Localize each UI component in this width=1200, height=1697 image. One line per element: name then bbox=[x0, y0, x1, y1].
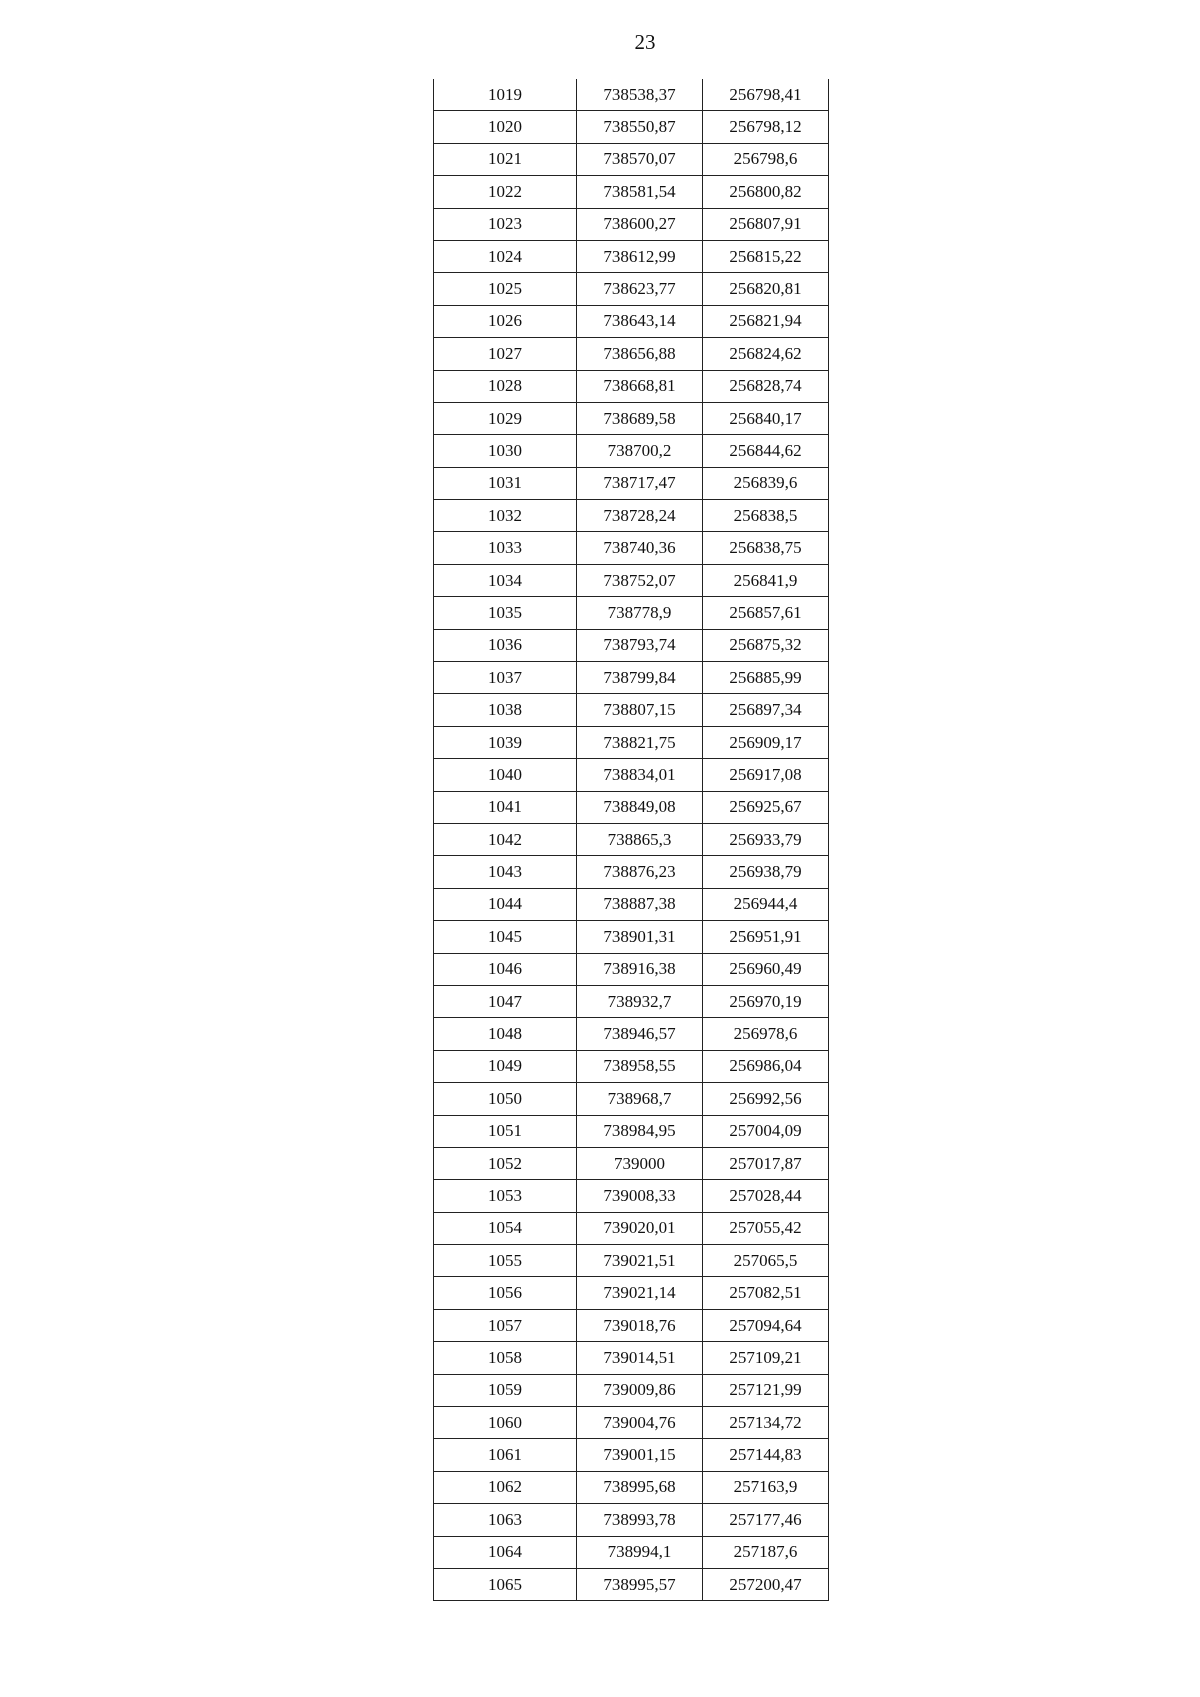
point-number-cell: 1045 bbox=[434, 921, 577, 953]
point-number-cell: 1040 bbox=[434, 759, 577, 791]
table-row bbox=[434, 338, 829, 370]
table-row bbox=[434, 532, 829, 564]
x-coordinate-cell: 738834,01 bbox=[577, 759, 703, 791]
table-row bbox=[434, 370, 829, 402]
table-row bbox=[434, 1083, 829, 1115]
point-number-cell: 1056 bbox=[434, 1277, 577, 1309]
table-row bbox=[434, 1439, 829, 1471]
x-coordinate-cell: 738550,87 bbox=[577, 111, 703, 143]
point-number-cell: 1062 bbox=[434, 1471, 577, 1503]
table-row bbox=[434, 1504, 829, 1536]
table-row bbox=[434, 1568, 829, 1600]
y-coordinate-cell: 257004,09 bbox=[703, 1115, 829, 1147]
x-coordinate-cell: 738916,38 bbox=[577, 953, 703, 985]
y-coordinate-cell: 256917,08 bbox=[703, 759, 829, 791]
y-coordinate-cell: 256951,91 bbox=[703, 921, 829, 953]
y-coordinate-cell: 256841,9 bbox=[703, 564, 829, 596]
table-row bbox=[434, 1471, 829, 1503]
y-coordinate-cell: 256807,91 bbox=[703, 208, 829, 240]
x-coordinate-cell: 738600,27 bbox=[577, 208, 703, 240]
x-coordinate-cell: 738752,07 bbox=[577, 564, 703, 596]
table-row bbox=[434, 985, 829, 1017]
table-row bbox=[434, 662, 829, 694]
table-row bbox=[434, 888, 829, 920]
table-row bbox=[434, 564, 829, 596]
y-coordinate-cell: 257017,87 bbox=[703, 1147, 829, 1179]
x-coordinate-cell: 738740,36 bbox=[577, 532, 703, 564]
table-row bbox=[434, 759, 829, 791]
table-row bbox=[434, 1374, 829, 1406]
y-coordinate-cell: 257082,51 bbox=[703, 1277, 829, 1309]
table-row bbox=[434, 1245, 829, 1277]
x-coordinate-cell: 738984,95 bbox=[577, 1115, 703, 1147]
y-coordinate-cell: 256815,22 bbox=[703, 240, 829, 272]
x-coordinate-cell: 738799,84 bbox=[577, 662, 703, 694]
point-number-cell: 1057 bbox=[434, 1309, 577, 1341]
point-number-cell: 1025 bbox=[434, 273, 577, 305]
point-number-cell: 1031 bbox=[434, 467, 577, 499]
x-coordinate-cell: 738993,78 bbox=[577, 1504, 703, 1536]
table-row bbox=[434, 953, 829, 985]
point-number-cell: 1044 bbox=[434, 888, 577, 920]
x-coordinate-cell: 738994,1 bbox=[577, 1536, 703, 1568]
y-coordinate-cell: 256944,4 bbox=[703, 888, 829, 920]
point-number-cell: 1064 bbox=[434, 1536, 577, 1568]
x-coordinate-cell: 738728,24 bbox=[577, 500, 703, 532]
y-coordinate-cell: 257028,44 bbox=[703, 1180, 829, 1212]
y-coordinate-cell: 257177,46 bbox=[703, 1504, 829, 1536]
y-coordinate-cell: 257134,72 bbox=[703, 1407, 829, 1439]
point-number-cell: 1043 bbox=[434, 856, 577, 888]
y-coordinate-cell: 256925,67 bbox=[703, 791, 829, 823]
point-number-cell: 1028 bbox=[434, 370, 577, 402]
point-number-cell: 1054 bbox=[434, 1212, 577, 1244]
point-number-cell: 1029 bbox=[434, 402, 577, 434]
x-coordinate-cell: 738700,2 bbox=[577, 435, 703, 467]
point-number-cell: 1058 bbox=[434, 1342, 577, 1374]
table-row bbox=[434, 1018, 829, 1050]
table-row bbox=[434, 79, 829, 111]
y-coordinate-cell: 256960,49 bbox=[703, 953, 829, 985]
y-coordinate-cell: 256824,62 bbox=[703, 338, 829, 370]
y-coordinate-cell: 256986,04 bbox=[703, 1050, 829, 1082]
x-coordinate-cell: 738689,58 bbox=[577, 402, 703, 434]
table-row bbox=[434, 597, 829, 629]
point-number-cell: 1047 bbox=[434, 985, 577, 1017]
table-row bbox=[434, 1309, 829, 1341]
table-row bbox=[434, 273, 829, 305]
x-coordinate-cell: 738570,07 bbox=[577, 143, 703, 175]
point-number-cell: 1033 bbox=[434, 532, 577, 564]
y-coordinate-cell: 256828,74 bbox=[703, 370, 829, 402]
x-coordinate-cell: 739014,51 bbox=[577, 1342, 703, 1374]
y-coordinate-cell: 256820,81 bbox=[703, 273, 829, 305]
table-row bbox=[434, 1536, 829, 1568]
y-coordinate-cell: 257187,6 bbox=[703, 1536, 829, 1568]
y-coordinate-cell: 257121,99 bbox=[703, 1374, 829, 1406]
point-number-cell: 1027 bbox=[434, 338, 577, 370]
y-coordinate-cell: 256821,94 bbox=[703, 305, 829, 337]
x-coordinate-cell: 738612,99 bbox=[577, 240, 703, 272]
x-coordinate-cell: 738643,14 bbox=[577, 305, 703, 337]
point-number-cell: 1039 bbox=[434, 726, 577, 758]
x-coordinate-cell: 738793,74 bbox=[577, 629, 703, 661]
y-coordinate-cell: 256844,62 bbox=[703, 435, 829, 467]
x-coordinate-cell: 739021,51 bbox=[577, 1245, 703, 1277]
y-coordinate-cell: 256909,17 bbox=[703, 726, 829, 758]
y-coordinate-cell: 257200,47 bbox=[703, 1568, 829, 1600]
x-coordinate-cell: 739001,15 bbox=[577, 1439, 703, 1471]
x-coordinate-cell: 739021,14 bbox=[577, 1277, 703, 1309]
x-coordinate-cell: 738717,47 bbox=[577, 467, 703, 499]
point-number-cell: 1052 bbox=[434, 1147, 577, 1179]
x-coordinate-cell: 738995,57 bbox=[577, 1568, 703, 1600]
x-coordinate-cell: 738849,08 bbox=[577, 791, 703, 823]
y-coordinate-cell: 257065,5 bbox=[703, 1245, 829, 1277]
point-number-cell: 1048 bbox=[434, 1018, 577, 1050]
y-coordinate-cell: 256875,32 bbox=[703, 629, 829, 661]
y-coordinate-cell: 256992,56 bbox=[703, 1083, 829, 1115]
point-number-cell: 1019 bbox=[434, 79, 577, 111]
table-row bbox=[434, 1407, 829, 1439]
point-number-cell: 1024 bbox=[434, 240, 577, 272]
point-number-cell: 1060 bbox=[434, 1407, 577, 1439]
x-coordinate-cell: 738656,88 bbox=[577, 338, 703, 370]
table-row bbox=[434, 402, 829, 434]
table-row bbox=[434, 1147, 829, 1179]
x-coordinate-cell: 738821,75 bbox=[577, 726, 703, 758]
y-coordinate-cell: 256970,19 bbox=[703, 985, 829, 1017]
x-coordinate-cell: 738807,15 bbox=[577, 694, 703, 726]
x-coordinate-cell: 738778,9 bbox=[577, 597, 703, 629]
coordinates-table-body bbox=[434, 79, 829, 1601]
table-row bbox=[434, 726, 829, 758]
point-number-cell: 1049 bbox=[434, 1050, 577, 1082]
y-coordinate-cell: 257163,9 bbox=[703, 1471, 829, 1503]
coordinates-table bbox=[433, 79, 829, 1601]
point-number-cell: 1032 bbox=[434, 500, 577, 532]
point-number-cell: 1053 bbox=[434, 1180, 577, 1212]
table-row bbox=[434, 240, 829, 272]
y-coordinate-cell: 256838,75 bbox=[703, 532, 829, 564]
point-number-cell: 1041 bbox=[434, 791, 577, 823]
table-row bbox=[434, 856, 829, 888]
table-row bbox=[434, 208, 829, 240]
table-row bbox=[434, 111, 829, 143]
x-coordinate-cell: 739020,01 bbox=[577, 1212, 703, 1244]
x-coordinate-cell: 738876,23 bbox=[577, 856, 703, 888]
x-coordinate-cell: 738581,54 bbox=[577, 176, 703, 208]
y-coordinate-cell: 256933,79 bbox=[703, 823, 829, 855]
table-row bbox=[434, 1115, 829, 1147]
page-number: 23 bbox=[634, 30, 656, 54]
table-row bbox=[434, 921, 829, 953]
point-number-cell: 1020 bbox=[434, 111, 577, 143]
table-row bbox=[434, 500, 829, 532]
x-coordinate-cell: 738865,3 bbox=[577, 823, 703, 855]
point-number-cell: 1050 bbox=[434, 1083, 577, 1115]
x-coordinate-cell: 738623,77 bbox=[577, 273, 703, 305]
x-coordinate-cell: 739009,86 bbox=[577, 1374, 703, 1406]
table-row bbox=[434, 823, 829, 855]
table-row bbox=[434, 1050, 829, 1082]
point-number-cell: 1061 bbox=[434, 1439, 577, 1471]
point-number-cell: 1051 bbox=[434, 1115, 577, 1147]
x-coordinate-cell: 738901,31 bbox=[577, 921, 703, 953]
x-coordinate-cell: 738887,38 bbox=[577, 888, 703, 920]
table-row bbox=[434, 176, 829, 208]
x-coordinate-cell: 738968,7 bbox=[577, 1083, 703, 1115]
point-number-cell: 1038 bbox=[434, 694, 577, 726]
y-coordinate-cell: 256857,61 bbox=[703, 597, 829, 629]
point-number-cell: 1023 bbox=[434, 208, 577, 240]
point-number-cell: 1026 bbox=[434, 305, 577, 337]
table-row bbox=[434, 791, 829, 823]
table-row bbox=[434, 467, 829, 499]
table-row bbox=[434, 1277, 829, 1309]
y-coordinate-cell: 256798,6 bbox=[703, 143, 829, 175]
point-number-cell: 1030 bbox=[434, 435, 577, 467]
point-number-cell: 1063 bbox=[434, 1504, 577, 1536]
x-coordinate-cell: 739008,33 bbox=[577, 1180, 703, 1212]
y-coordinate-cell: 257055,42 bbox=[703, 1212, 829, 1244]
point-number-cell: 1021 bbox=[434, 143, 577, 175]
table-row bbox=[434, 1342, 829, 1374]
x-coordinate-cell: 739018,76 bbox=[577, 1309, 703, 1341]
point-number-cell: 1036 bbox=[434, 629, 577, 661]
y-coordinate-cell: 256800,82 bbox=[703, 176, 829, 208]
table-row bbox=[434, 629, 829, 661]
table-row bbox=[434, 1212, 829, 1244]
x-coordinate-cell: 739004,76 bbox=[577, 1407, 703, 1439]
y-coordinate-cell: 256838,5 bbox=[703, 500, 829, 532]
y-coordinate-cell: 257094,64 bbox=[703, 1309, 829, 1341]
x-coordinate-cell: 738946,57 bbox=[577, 1018, 703, 1050]
point-number-cell: 1059 bbox=[434, 1374, 577, 1406]
point-number-cell: 1037 bbox=[434, 662, 577, 694]
table-row bbox=[434, 694, 829, 726]
point-number-cell: 1035 bbox=[434, 597, 577, 629]
point-number-cell: 1065 bbox=[434, 1568, 577, 1600]
y-coordinate-cell: 256978,6 bbox=[703, 1018, 829, 1050]
point-number-cell: 1046 bbox=[434, 953, 577, 985]
table-row bbox=[434, 143, 829, 175]
x-coordinate-cell: 738958,55 bbox=[577, 1050, 703, 1082]
y-coordinate-cell: 256839,6 bbox=[703, 467, 829, 499]
table-row bbox=[434, 305, 829, 337]
y-coordinate-cell: 256897,34 bbox=[703, 694, 829, 726]
x-coordinate-cell: 738995,68 bbox=[577, 1471, 703, 1503]
table-row bbox=[434, 1180, 829, 1212]
table-row bbox=[434, 435, 829, 467]
x-coordinate-cell: 738932,7 bbox=[577, 985, 703, 1017]
x-coordinate-cell: 738668,81 bbox=[577, 370, 703, 402]
y-coordinate-cell: 257109,21 bbox=[703, 1342, 829, 1374]
y-coordinate-cell: 257144,83 bbox=[703, 1439, 829, 1471]
point-number-cell: 1055 bbox=[434, 1245, 577, 1277]
y-coordinate-cell: 256938,79 bbox=[703, 856, 829, 888]
point-number-cell: 1022 bbox=[434, 176, 577, 208]
x-coordinate-cell: 739000 bbox=[577, 1147, 703, 1179]
point-number-cell: 1034 bbox=[434, 564, 577, 596]
y-coordinate-cell: 256885,99 bbox=[703, 662, 829, 694]
x-coordinate-cell: 738538,37 bbox=[577, 79, 703, 111]
y-coordinate-cell: 256840,17 bbox=[703, 402, 829, 434]
y-coordinate-cell: 256798,12 bbox=[703, 111, 829, 143]
y-coordinate-cell: 256798,41 bbox=[703, 79, 829, 111]
point-number-cell: 1042 bbox=[434, 823, 577, 855]
